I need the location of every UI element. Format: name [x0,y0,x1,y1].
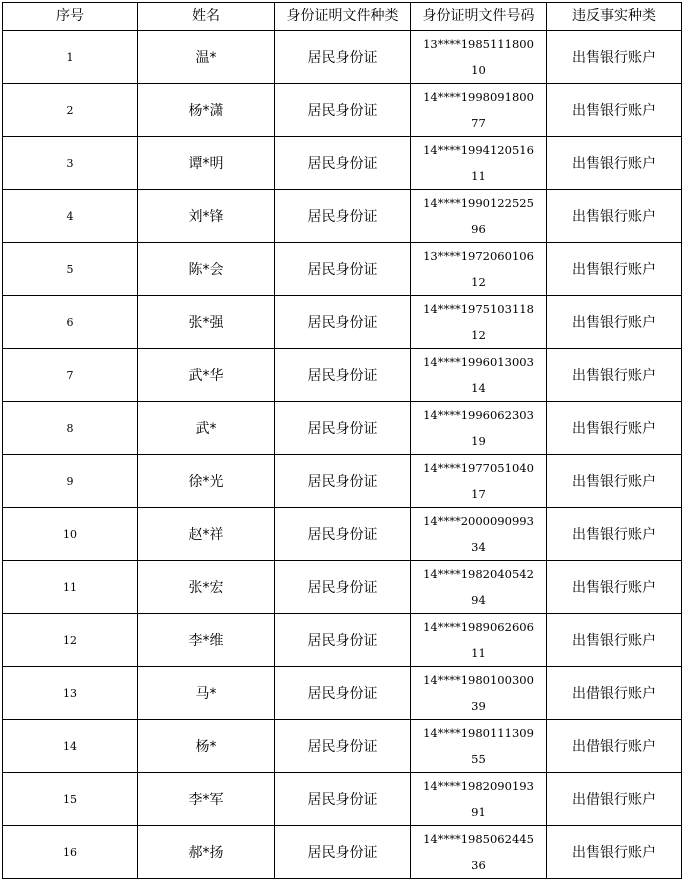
cell-violation: 出售银行账户 [547,243,682,296]
cell-violation: 出售银行账户 [547,296,682,349]
cell-index: 5 [3,243,138,296]
cell-id-number [411,773,547,826]
cell-index: 1 [3,31,138,84]
table-row [3,561,682,614]
cell-id-type: 居民身份证 [275,455,411,508]
id-number-line-2: 14 [471,381,486,395]
cell-id-number [411,508,547,561]
cell-id-number [411,614,547,667]
cell-violation: 出售银行账户 [547,31,682,84]
table-row [3,137,682,190]
cell-name: 刘*锋 [138,190,275,243]
header-name: 姓名 [138,3,275,31]
cell-name: 马* [138,667,275,720]
id-number-line-2: 11 [471,646,486,660]
cell-id-number [411,190,547,243]
cell-name: 武*华 [138,349,275,402]
cell-index: 2 [3,84,138,137]
header-row [3,3,682,31]
id-number-line-2: 19 [471,434,486,448]
id-number-line-1: 14****1982040542 [423,567,534,581]
cell-violation: 出售银行账户 [547,826,682,879]
id-number-line-2: 17 [471,487,486,501]
cell-id-type: 居民身份证 [275,31,411,84]
id-number-line-1: 14****1985062445 [423,832,534,846]
cell-name: 张*宏 [138,561,275,614]
cell-id-type: 居民身份证 [275,773,411,826]
id-number-line-1: 14****1980111309 [423,726,534,740]
cell-name: 徐*光 [138,455,275,508]
id-number-line-2: 36 [471,858,486,872]
cell-index: 14 [3,720,138,773]
id-number-line-2: 12 [471,328,486,342]
cell-name: 温* [138,31,275,84]
table-row [3,508,682,561]
table-row [3,614,682,667]
cell-name: 张*强 [138,296,275,349]
header-id-type: 身份证明文件种类 [275,3,411,31]
cell-violation: 出借银行账户 [547,667,682,720]
cell-name: 陈*会 [138,243,275,296]
cell-id-type: 居民身份证 [275,84,411,137]
id-number-line-2: 10 [471,63,486,77]
id-number-line-2: 96 [471,222,486,236]
table-row [3,402,682,455]
id-number-line-2: 34 [471,540,486,554]
id-number-line-1: 14****1982090193 [423,779,534,793]
cell-id-number [411,84,547,137]
cell-index: 8 [3,402,138,455]
id-number-line-1: 13****1972060106 [423,249,534,263]
table-row [3,773,682,826]
cell-violation: 出售银行账户 [547,402,682,455]
cell-index: 16 [3,826,138,879]
cell-violation: 出借银行账户 [547,720,682,773]
cell-name: 李*军 [138,773,275,826]
id-number-line-1: 14****1977051040 [423,461,534,475]
cell-name: 赵*祥 [138,508,275,561]
cell-violation: 出售银行账户 [547,455,682,508]
id-number-line-2: 55 [471,752,486,766]
cell-id-type: 居民身份证 [275,826,411,879]
cell-violation: 出售银行账户 [547,561,682,614]
table-row [3,190,682,243]
id-number-line-2: 77 [471,116,486,130]
id-number-line-2: 39 [471,699,486,713]
table-row [3,455,682,508]
cell-index: 13 [3,667,138,720]
cell-violation: 出借银行账户 [547,773,682,826]
table-header [3,3,682,31]
cell-index: 15 [3,773,138,826]
id-number-line-1: 14****2000090993 [423,514,534,528]
cell-index: 3 [3,137,138,190]
cell-index: 10 [3,508,138,561]
id-number-line-1: 14****1989062606 [423,620,534,634]
cell-violation: 出售银行账户 [547,508,682,561]
cell-id-type: 居民身份证 [275,296,411,349]
table-row [3,349,682,402]
cell-id-type: 居民身份证 [275,508,411,561]
cell-name: 谭*明 [138,137,275,190]
header-index: 序号 [3,3,138,31]
cell-id-type: 居民身份证 [275,402,411,455]
table-row [3,826,682,879]
cell-name: 武* [138,402,275,455]
cell-id-number [411,720,547,773]
cell-name: 杨* [138,720,275,773]
cell-id-number [411,402,547,455]
id-number-line-2: 91 [471,805,486,819]
cell-id-number [411,826,547,879]
violation-record-table [2,2,682,879]
id-number-line-2: 11 [471,169,486,183]
cell-id-type: 居民身份证 [275,190,411,243]
cell-id-number [411,137,547,190]
cell-id-number [411,296,547,349]
cell-id-number [411,243,547,296]
table-row [3,667,682,720]
id-number-line-1: 14****1996013003 [423,355,534,369]
cell-index: 4 [3,190,138,243]
id-number-line-2: 94 [471,593,486,607]
cell-id-type: 居民身份证 [275,667,411,720]
cell-index: 9 [3,455,138,508]
table-body [3,31,682,879]
cell-id-number [411,455,547,508]
table-row [3,720,682,773]
cell-id-number [411,667,547,720]
id-number-line-1: 14****1990122525 [423,196,534,210]
cell-id-type: 居民身份证 [275,614,411,667]
id-number-line-1: 14****1994120516 [423,143,534,157]
table-row [3,243,682,296]
cell-index: 11 [3,561,138,614]
cell-violation: 出售银行账户 [547,137,682,190]
cell-id-type: 居民身份证 [275,561,411,614]
cell-name: 李*维 [138,614,275,667]
cell-name: 郝*扬 [138,826,275,879]
cell-name: 杨*潇 [138,84,275,137]
cell-id-type: 居民身份证 [275,720,411,773]
cell-index: 6 [3,296,138,349]
cell-violation: 出售银行账户 [547,614,682,667]
id-number-line-1: 14****1980100300 [423,673,534,687]
cell-violation: 出售银行账户 [547,349,682,402]
cell-index: 7 [3,349,138,402]
id-number-line-2: 12 [471,275,486,289]
cell-id-type: 居民身份证 [275,349,411,402]
id-number-line-1: 14****1996062303 [423,408,534,422]
cell-id-number [411,31,547,84]
cell-violation: 出售银行账户 [547,84,682,137]
id-number-line-1: 13****1985111800 [423,37,534,51]
table-row [3,31,682,84]
cell-id-type: 居民身份证 [275,243,411,296]
table-row [3,84,682,137]
header-id-number: 身份证明文件号码 [411,3,547,31]
id-number-line-1: 14****1998091800 [423,90,534,104]
table-row [3,296,682,349]
id-number-line-1: 14****1975103118 [423,302,534,316]
cell-id-type: 居民身份证 [275,137,411,190]
cell-id-number [411,349,547,402]
header-violation: 违反事实种类 [547,3,682,31]
cell-index: 12 [3,614,138,667]
cell-id-number [411,561,547,614]
cell-violation: 出售银行账户 [547,190,682,243]
